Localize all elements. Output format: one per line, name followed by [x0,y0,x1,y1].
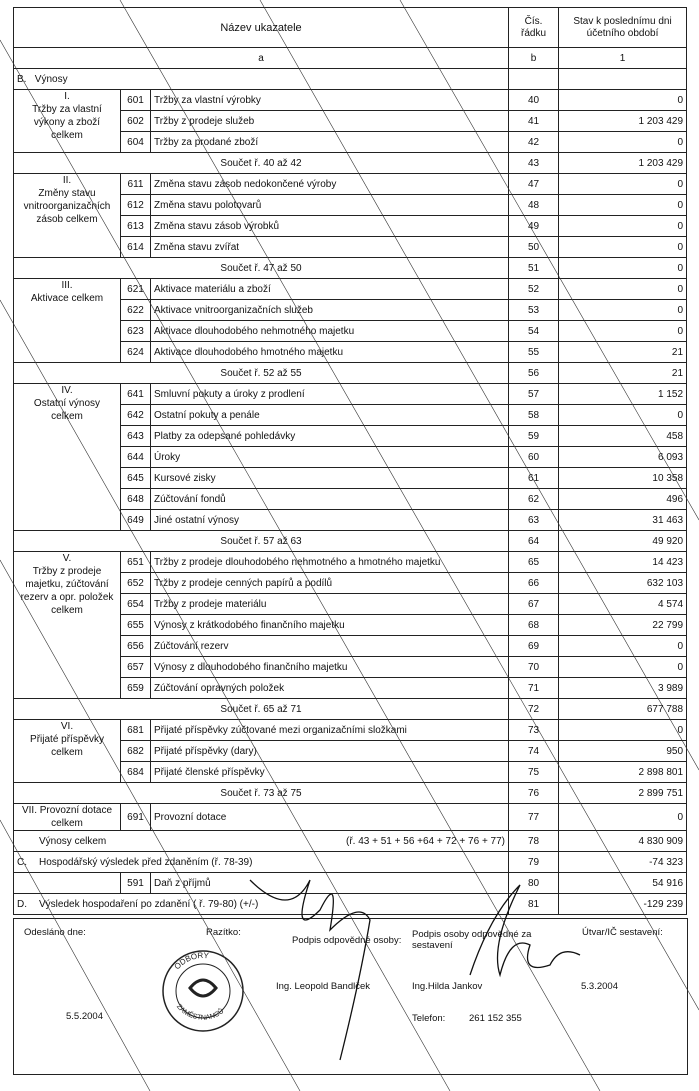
account-number: 623 [121,321,151,342]
row-value: 1 203 429 [559,153,687,174]
accountant-name: Ing.Hilda Jankov [412,981,483,992]
subtotal-label: Součet ř. 52 až 55 [14,363,509,384]
section-row-empty [509,69,559,90]
total-row [14,831,687,852]
row-value: 21 [559,342,687,363]
account-number: 657 [121,657,151,678]
item-label: Tržby z prodeje dlouhodobého nehmotného a hmotného majetku [151,552,509,573]
subtotal-label: Součet ř. 65 až 71 [14,699,509,720]
total-label: Výsledek hospodaření po zdanění ( ř. 79-80) (+/-) [39,898,259,910]
item-label: Změna stavu polotovarů [151,195,509,216]
item-label: Smluvní pokuty a úroky z prodlení [151,384,509,405]
item-label: Platby za odepsané pohledávky [151,426,509,447]
subtotal-row [14,153,687,174]
header-value-line1: Stav k poslednímu dni [573,15,672,27]
row-value: 22 799 [559,615,687,636]
sent-date: 5.5.2004 [66,1011,103,1022]
row-value: 2 898 801 [559,762,687,783]
item-label: Přijaté členské příspěvky [151,762,509,783]
row-number: 57 [509,384,559,405]
row-number: 51 [509,258,559,279]
item-label: Tržby z prodeje služeb [151,111,509,132]
row-number: 47 [509,174,559,195]
table-row [14,279,687,300]
income-statement-form [13,7,686,915]
item-label: Aktivace dlouhodobého nehmotného majetku [151,321,509,342]
group-label: VI. Přijaté příspěvky celkem [14,720,121,783]
account-number: 614 [121,237,151,258]
group-label: III. Aktivace celkem [14,279,121,363]
item-label: Změna stavu zásob výrobků [151,216,509,237]
row-number: 73 [509,720,559,741]
row-number: 56 [509,363,559,384]
group-label: IV. Ostatní výnosy celkem [14,384,121,531]
total-label: Výnosy celkem [39,835,107,847]
accountant-label-line2: sestavení [412,940,453,951]
account-number: 611 [121,174,151,195]
row-number: 67 [509,594,559,615]
total-formula: (ř. 43 + 51 + 56 +64 + 72 + 76 + 77) [346,835,506,847]
table-row [14,720,687,741]
item-label: Změna stavu zvířat [151,237,509,258]
group-label: V. Tržby z prodeje majetku, zúčtování rezerv a opr. položek celkem [14,552,121,699]
subtotal-row [14,783,687,804]
row-value: 0 [559,321,687,342]
organization-stamp [160,948,246,1034]
account-number: 684 [121,762,151,783]
account-number: 682 [121,741,151,762]
account-number: 591 [121,873,151,894]
row-number: 42 [509,132,559,153]
row-value: 31 463 [559,510,687,531]
signature-block [13,918,688,1075]
account-number: 652 [121,573,151,594]
account-number: 691 [121,804,151,831]
subtotal-row [14,531,687,552]
subtotal-row [14,363,687,384]
group-label: I. Tržby za vlastní výkony a zboží celkem [14,90,121,153]
row-value: 0 [559,279,687,300]
sent-label: Odesláno dne: [24,927,86,938]
stamp-text-top: ODBORY [172,950,210,972]
item-label: Aktivace materiálu a zboží [151,279,509,300]
header-name: Název ukazatele [14,8,509,48]
item-label: Ostatní pokuty a penále [151,405,509,426]
row-number: 55 [509,342,559,363]
row-number: 76 [509,783,559,804]
table-row [14,552,687,573]
stamp-text-bottom: ZAMĚSTNANCŮ [175,1003,226,1022]
row-value: 0 [559,657,687,678]
header-row-number: Čís. řádku [509,8,559,48]
subtotal-label: Součet ř. 47 až 50 [14,258,509,279]
account-number: 642 [121,405,151,426]
row-value: 458 [559,426,687,447]
row-value: 677 788 [559,699,687,720]
phone-label: Telefon: [412,1013,446,1024]
item-label: Tržby z prodeje cenných papírů a podílů [151,573,509,594]
table-row [14,174,687,195]
total-code: C. [17,856,27,868]
row-number: 70 [509,657,559,678]
row-value: 0 [559,132,687,153]
row-value: 1 203 429 [559,111,687,132]
row-number: 80 [509,873,559,894]
row-number: 78 [509,831,559,852]
index-1: 1 [559,48,687,69]
total-label-cell [14,852,509,873]
item-label: Tržby za prodané zboží [151,132,509,153]
account-number: 654 [121,594,151,615]
item-label: Výnosy z dlouhodobého finančního majetku [151,657,509,678]
row-number: 81 [509,894,559,915]
item-label: Úroky [151,447,509,468]
item-label: Provozní dotace [151,804,509,831]
row-number: 61 [509,468,559,489]
row-number: 66 [509,573,559,594]
account-number: 645 [121,468,151,489]
revenue-table [13,7,687,915]
item-label: Kursové zisky [151,468,509,489]
row-number: 75 [509,762,559,783]
row-value: 4 830 909 [559,831,687,852]
subtotal-label: Součet ř. 57 až 63 [14,531,509,552]
row-number: 49 [509,216,559,237]
account-number: 643 [121,426,151,447]
row-value: -129 239 [559,894,687,915]
total-row [14,873,687,894]
row-number: 64 [509,531,559,552]
row-value: 21 [559,363,687,384]
total-label: Hospodářský výsledek před zdaněním (ř. 78-39) [39,856,253,868]
accountant-label-line1: Podpis osoby odpovědné za [412,929,532,940]
accountant-date: 5.3.2004 [581,981,618,992]
row-number: 71 [509,678,559,699]
row-value: 0 [559,237,687,258]
row-number: 43 [509,153,559,174]
item-label: Zúčtování rezerv [151,636,509,657]
account-number: 651 [121,552,151,573]
row-number: 52 [509,279,559,300]
subtotal-label: Součet ř. 40 až 42 [14,153,509,174]
account-number: 681 [121,720,151,741]
svg-text:ODBORY [173,951,210,971]
total-empty [14,873,121,894]
row-value: -74 323 [559,852,687,873]
row-value: 0 [559,90,687,111]
phone-number: 261 152 355 [469,1013,522,1024]
item-label: Aktivace dlouhodobého hmotného majetku [151,342,509,363]
section-heading [14,69,509,90]
row-value: 1 152 [559,384,687,405]
row-number: 50 [509,237,559,258]
item-label: Aktivace vnitroorganizačních služeb [151,300,509,321]
item-label: Změna stavu zásob nedokončené výroby [151,174,509,195]
account-number: 602 [121,111,151,132]
row-number: 79 [509,852,559,873]
row-number: 53 [509,300,559,321]
row-value: 0 [559,195,687,216]
table-row [14,384,687,405]
row-value: 10 358 [559,468,687,489]
account-number: 656 [121,636,151,657]
section-value-empty [559,69,687,90]
account-number: 622 [121,300,151,321]
row-number: 48 [509,195,559,216]
row-value: 2 899 751 [559,783,687,804]
row-number: 68 [509,615,559,636]
group-label: II. Změny stavu vnitroorganizačních zásob celkem [14,174,121,258]
account-number: 624 [121,342,151,363]
item-label: Zúčtování fondů [151,489,509,510]
row-value: 0 [559,300,687,321]
row-number: 41 [509,111,559,132]
row-value: 0 [559,636,687,657]
index-b: b [509,48,559,69]
account-number: 612 [121,195,151,216]
row-number: 63 [509,510,559,531]
header-value [559,8,687,48]
row-number: 69 [509,636,559,657]
total-row [14,852,687,873]
row-value: 0 [559,405,687,426]
item-label: Zúčtování opravných položek [151,678,509,699]
item-label: Výnosy z krátkodobého finančního majetku [151,615,509,636]
row-value: 0 [559,174,687,195]
row-value: 0 [559,720,687,741]
section-code: B. [17,73,27,85]
row-number: 77 [509,804,559,831]
row-number: 54 [509,321,559,342]
row-value: 6 093 [559,447,687,468]
account-number: 621 [121,279,151,300]
group-label: VII. Provozní dotace celkem [14,804,121,831]
index-a: a [14,48,509,69]
row-value: 950 [559,741,687,762]
row-value: 0 [559,804,687,831]
row-number: 59 [509,426,559,447]
account-number: 601 [121,90,151,111]
statutory-signature-label: Podpis odpovědné osoby: [292,935,402,946]
account-number: 613 [121,216,151,237]
item-label: Jiné ostatní výnosy [151,510,509,531]
item-label: Tržby z prodeje materiálu [151,594,509,615]
svg-text:ZAMĚSTNANCŮ [175,1003,225,1022]
row-value: 54 916 [559,873,687,894]
statutory-name: Ing. Leopold Bandlček [276,981,371,992]
account-number: 641 [121,384,151,405]
item-label: Přijaté příspěvky zúčtované mezi organizačními složkami [151,720,509,741]
account-number: 644 [121,447,151,468]
section-title: Výnosy [34,73,68,85]
row-number: 74 [509,741,559,762]
row-value: 49 920 [559,531,687,552]
row-value: 496 [559,489,687,510]
row-number: 65 [509,552,559,573]
total-label-cell [14,831,509,852]
row-value: 4 574 [559,594,687,615]
subtotal-row [14,699,687,720]
account-number: 649 [121,510,151,531]
total-code: D. [17,898,27,910]
row-number: 40 [509,90,559,111]
unit-label: Útvar/IČ sestavení: [582,927,663,938]
total-label: Daň z příjmů [151,873,509,894]
row-value: 0 [559,216,687,237]
account-number: 659 [121,678,151,699]
account-number: 655 [121,615,151,636]
account-number: 648 [121,489,151,510]
row-value: 632 103 [559,573,687,594]
item-label: Tržby za vlastní výrobky [151,90,509,111]
row-number: 72 [509,699,559,720]
row-number: 58 [509,405,559,426]
table-row [14,804,687,831]
subtotal-row [14,258,687,279]
header-value-line2: účetního období [586,27,659,39]
row-value: 14 423 [559,552,687,573]
table-row [14,90,687,111]
item-label: Přijaté příspěvky (dary) [151,741,509,762]
row-value: 0 [559,258,687,279]
total-row [14,894,687,915]
total-label-cell [14,894,509,915]
row-number: 60 [509,447,559,468]
row-value: 3 989 [559,678,687,699]
account-number: 604 [121,132,151,153]
row-number: 62 [509,489,559,510]
stamp-label: Razítko: [206,927,241,938]
subtotal-label: Součet ř. 73 až 75 [14,783,509,804]
